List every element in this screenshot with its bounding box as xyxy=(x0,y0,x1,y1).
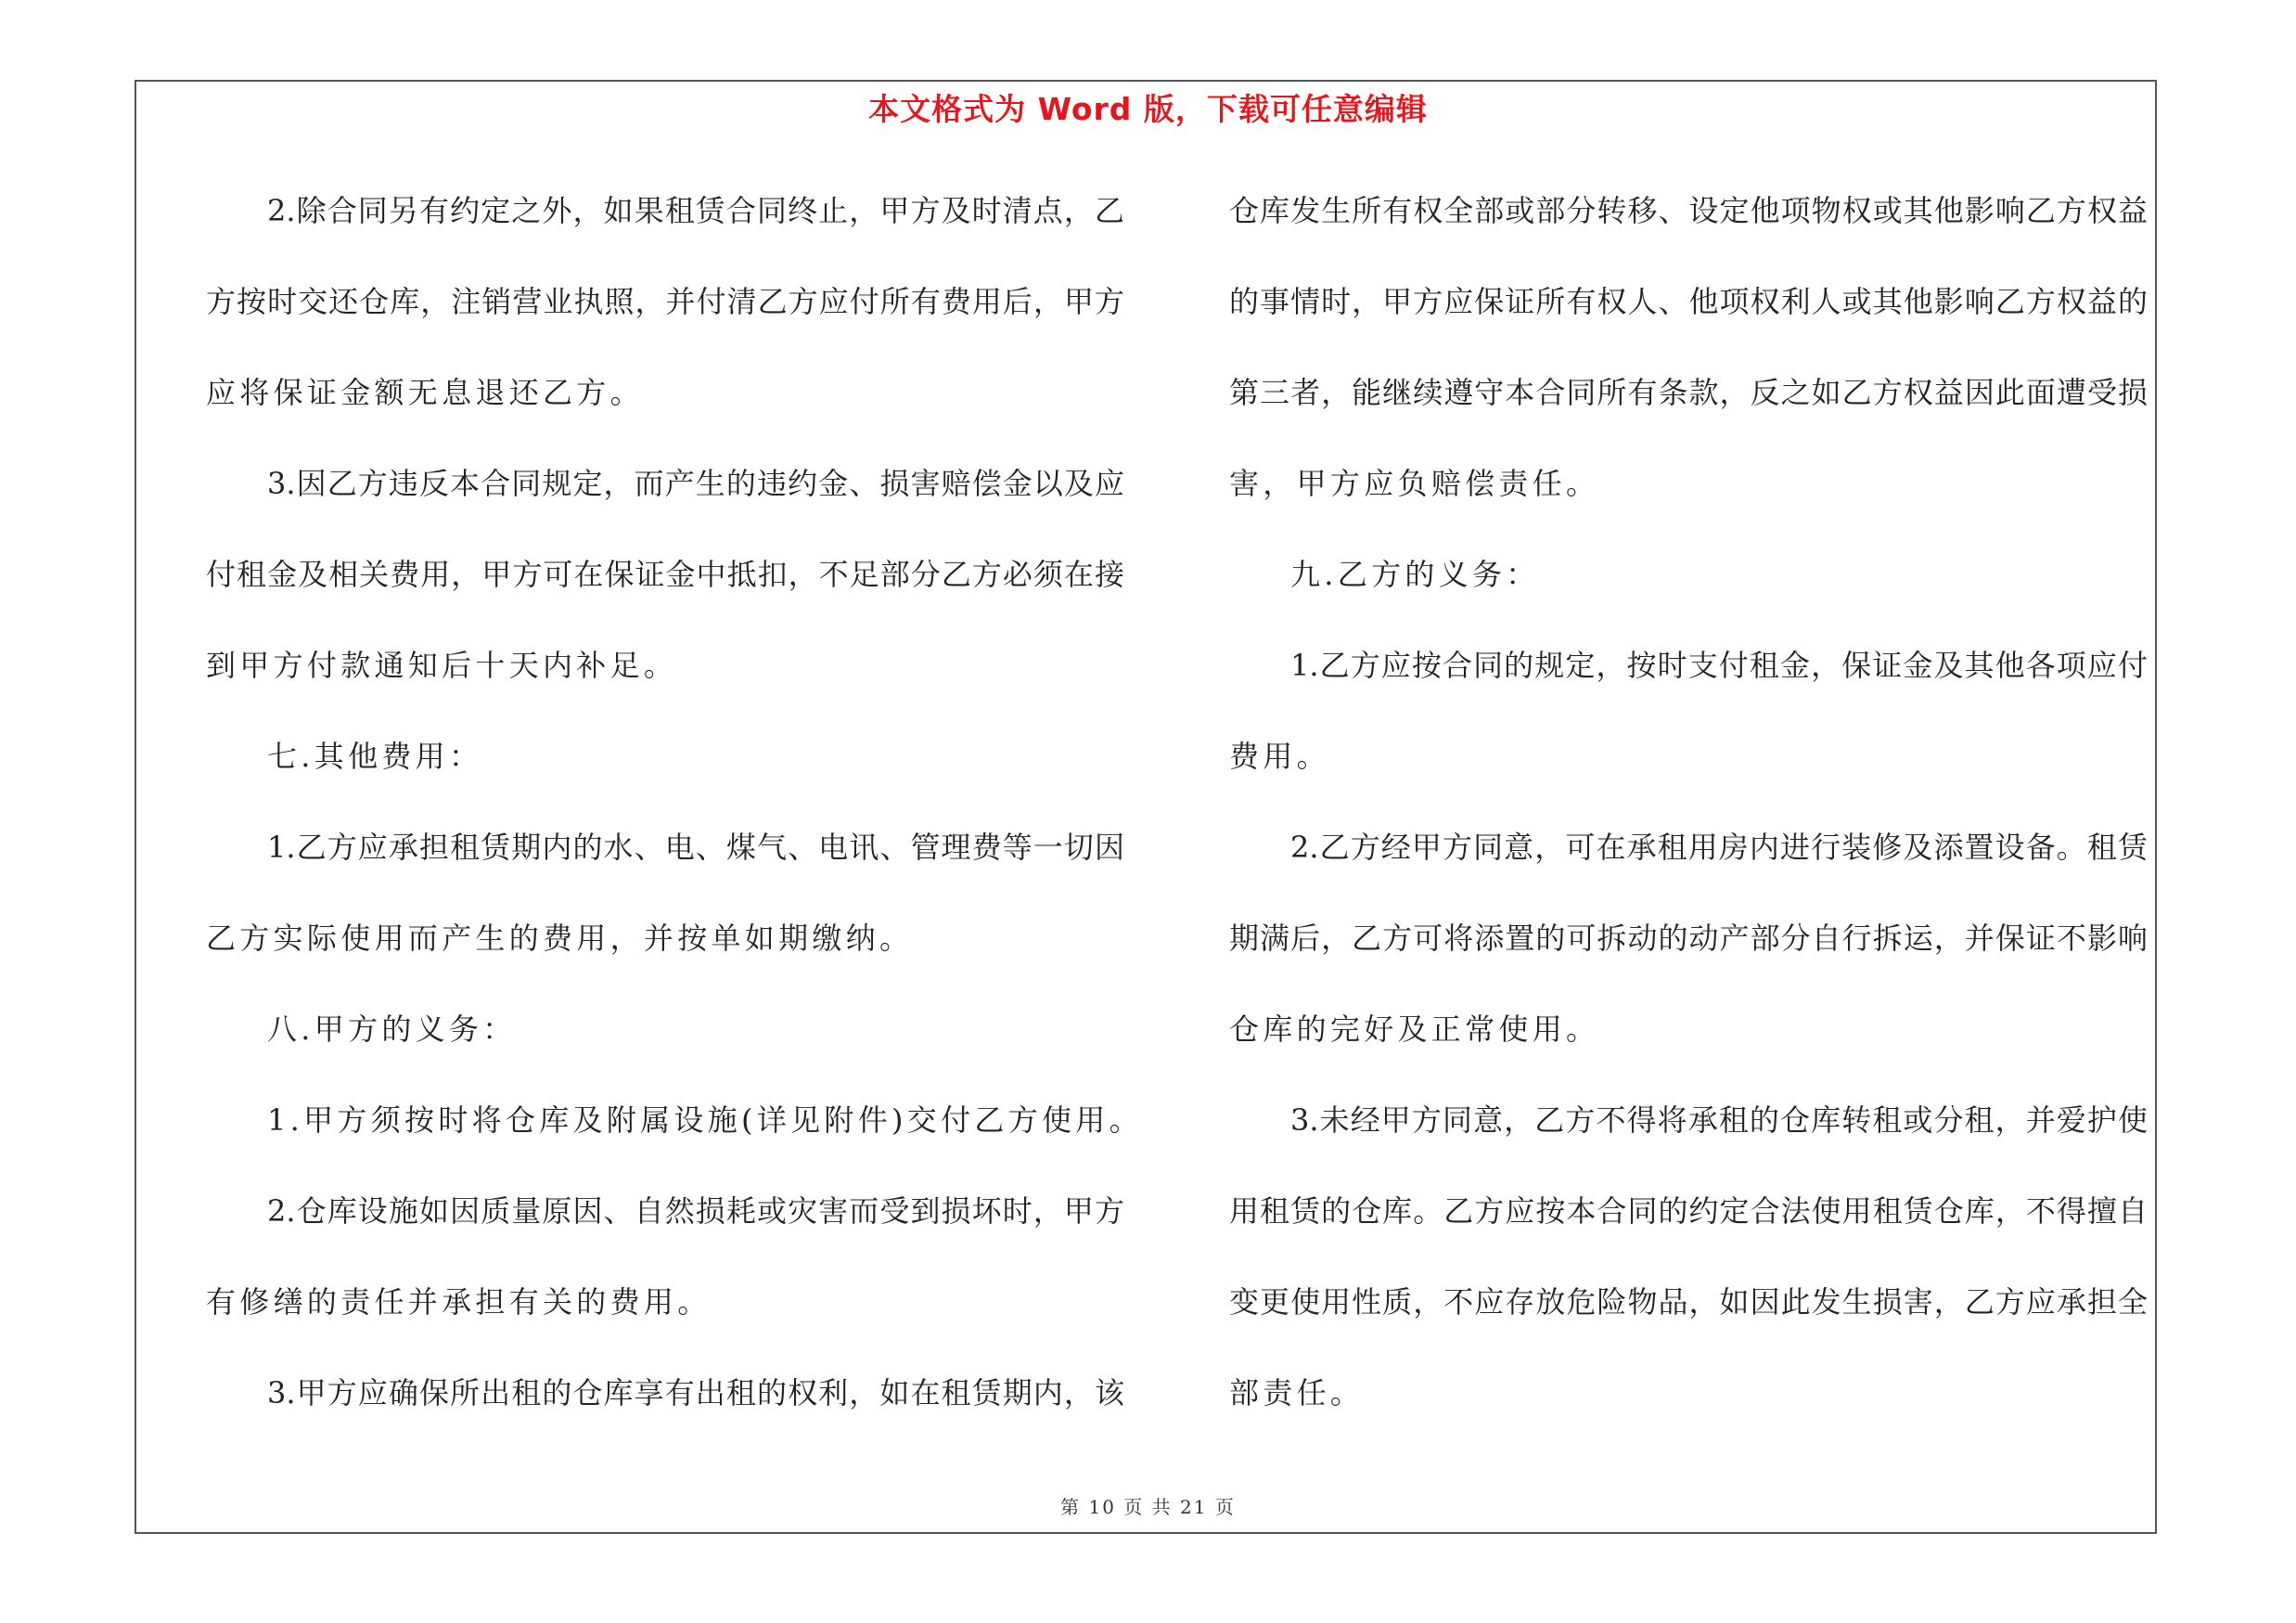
paragraph-line: 到甲方付款通知后十天内补足。 xyxy=(206,648,678,683)
section-heading: 八.甲方的义务： xyxy=(267,1011,517,1047)
paragraph-line: 1.乙方应按合同的规定，按时支付租金，保证金及其他各项应付 xyxy=(1290,648,2148,683)
left-text-column xyxy=(206,188,1143,1462)
paragraph-line: 仓库的完好及正常使用。 xyxy=(1229,1011,1600,1047)
paragraph-line: 乙方实际使用而产生的费用，并按单如期缴纳。 xyxy=(206,921,914,956)
paragraph-line: 1.甲方须按时将仓库及附属设施(详见附件)交付乙方使用。 xyxy=(267,1102,1143,1138)
paragraph-line: 1.乙方应承担租赁期内的水、电、煤气、电讯、管理费等一切因 xyxy=(267,830,1124,865)
paragraph-line: 期满后，乙方可将添置的可拆动的动产部分自行拆运，并保证不影响 xyxy=(1229,921,2148,956)
paragraph-line: 部责任。 xyxy=(1229,1375,1365,1410)
paragraph-line: 的事情时，甲方应保证所有权人、他项权利人或其他影响乙方权益的 xyxy=(1229,284,2148,319)
format-notice-banner: 本文格式为 Word 版，下载可任意编辑 xyxy=(868,91,1428,127)
paragraph-line: 3.未经甲方同意，乙方不得将承租的仓库转租或分租，并爱护使 xyxy=(1290,1102,2148,1138)
paragraph-line: 3.因乙方违反本合同规定，而产生的违约金、损害赔偿金以及应 xyxy=(267,466,1124,501)
right-text-column xyxy=(1229,188,2148,1462)
section-heading: 九.乙方的义务： xyxy=(1290,557,1540,592)
paragraph-line: 害，甲方应负赔偿责任。 xyxy=(1229,466,1600,501)
paragraph-line: 变更使用性质，不应存放危险物品，如因此发生损害，乙方应承担全 xyxy=(1229,1284,2148,1320)
paragraph-line: 有修缮的责任并承担有关的费用。 xyxy=(206,1284,712,1320)
paragraph-line: 第三者，能继续遵守本合同所有条款，反之如乙方权益因此面遭受损 xyxy=(1229,375,2148,410)
paragraph-line: 费用。 xyxy=(1229,739,1330,774)
paragraph-line: 仓库发生所有权全部或部分转移、设定他项物权或其他影响乙方权益 xyxy=(1229,193,2148,228)
paragraph-line: 方按时交还仓库，注销营业执照，并付清乙方应付所有费用后，甲方 xyxy=(206,284,1124,319)
paragraph-line: 用租赁的仓库。乙方应按本合同的约定合法使用租赁仓库，不得擅自 xyxy=(1229,1193,2148,1229)
page-number-footer: 第 10 页 共 21 页 xyxy=(1060,1496,1236,1518)
paragraph-line: 2.仓库设施如因质量原因、自然损耗或灾害而受到损坏时，甲方 xyxy=(267,1193,1124,1229)
paragraph-line: 付租金及相关费用，甲方可在保证金中抵扣，不足部分乙方必须在接 xyxy=(206,557,1124,592)
section-heading: 七.其他费用： xyxy=(267,739,483,774)
paragraph-line: 3.甲方应确保所出租的仓库享有出租的权利，如在租赁期内，该 xyxy=(267,1375,1124,1410)
paragraph-line: 2.乙方经甲方同意，可在承租用房内进行装修及添置设备。租赁 xyxy=(1290,830,2148,865)
paragraph-line: 2.除合同另有约定之外，如果租赁合同终止，甲方及时清点，乙 xyxy=(267,193,1124,228)
paragraph-line: 应将保证金额无息退还乙方。 xyxy=(206,375,644,410)
